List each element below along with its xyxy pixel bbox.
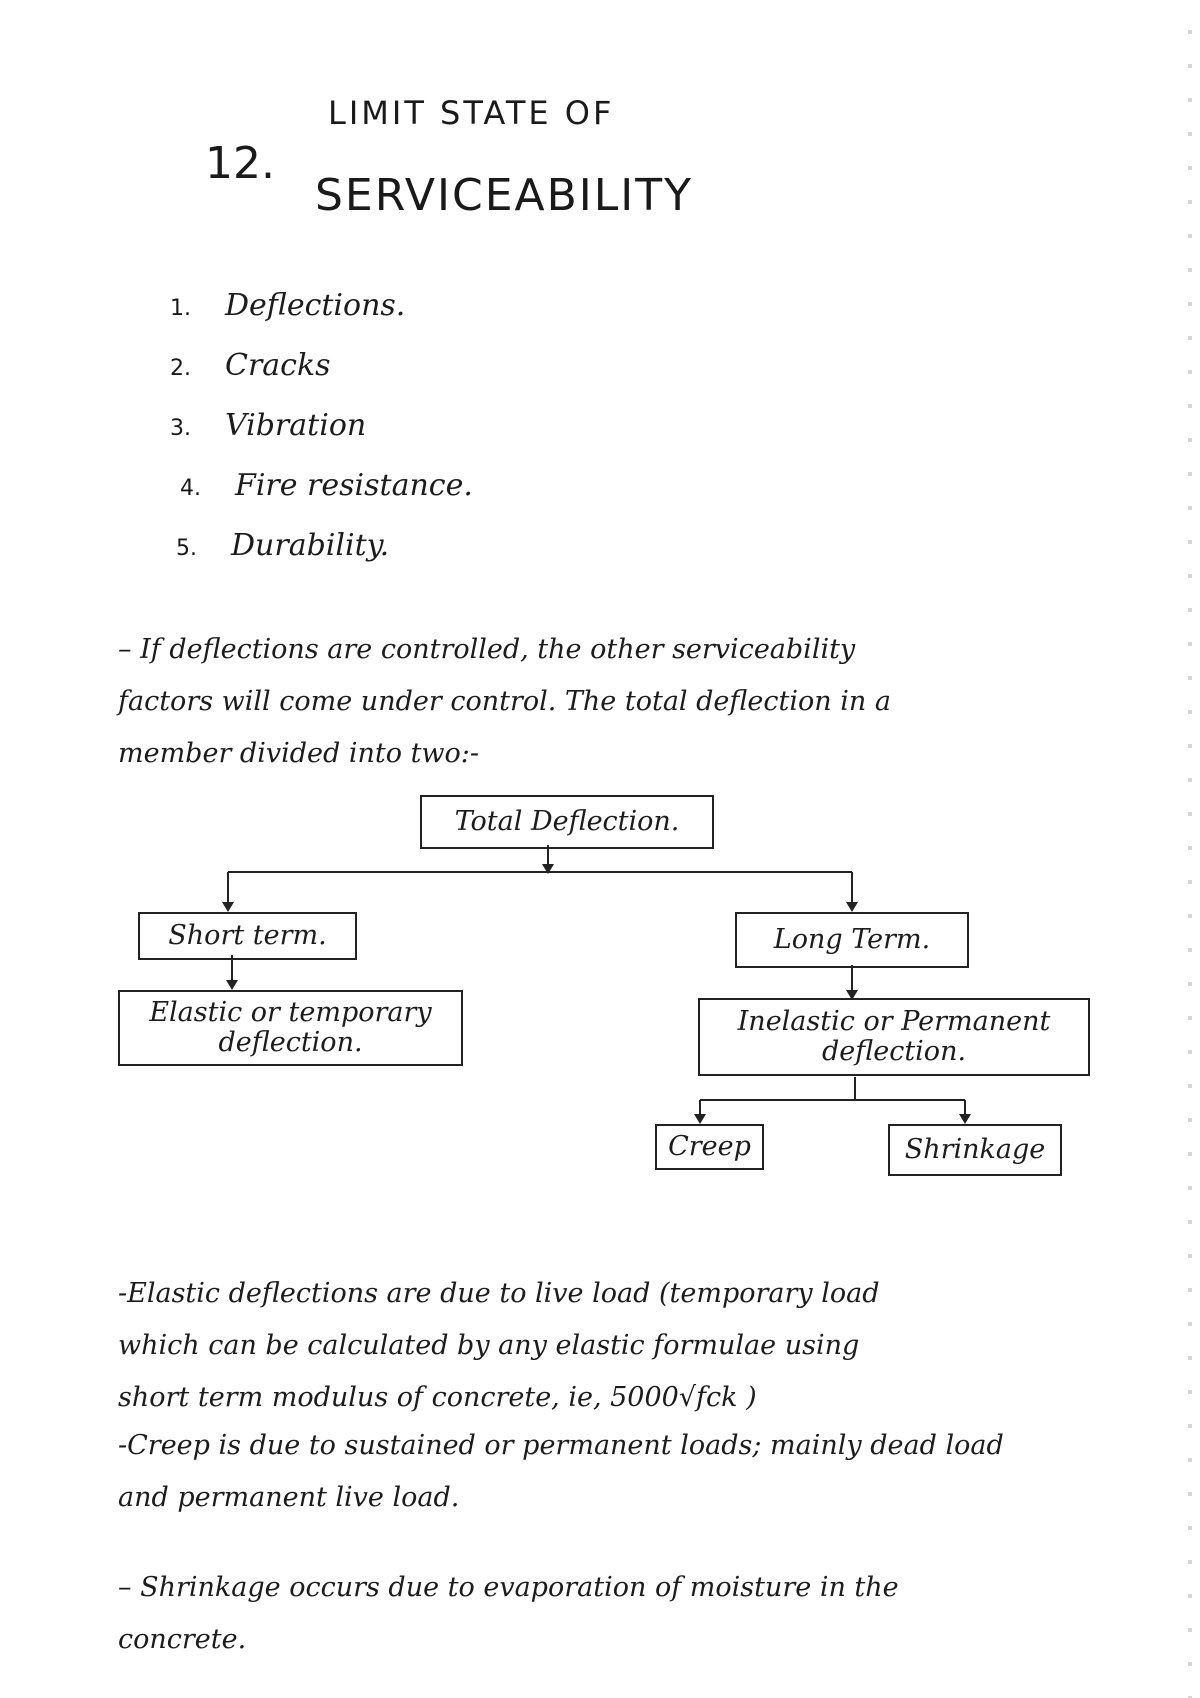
list-number: 2. bbox=[170, 356, 191, 381]
inelastic-deflection-box: Inelastic or Permanent deflection. bbox=[698, 998, 1090, 1076]
list-label: Vibration bbox=[225, 408, 367, 443]
paragraph-line: and permanent live load. bbox=[118, 1482, 460, 1513]
paragraph-line: factors will come under control. The total deflection in a bbox=[118, 686, 891, 717]
title-line-1: LIMIT STATE OF bbox=[328, 94, 615, 132]
list-label: Durability. bbox=[231, 528, 390, 563]
page-edge-marks bbox=[1188, 0, 1192, 1698]
list-number: 1. bbox=[170, 296, 191, 321]
paragraph-line: -Elastic deflections are due to live load (temporary load bbox=[118, 1278, 880, 1309]
list-item bbox=[170, 528, 473, 588]
paragraph-line: – If deflections are controlled, the other serviceability bbox=[118, 634, 856, 665]
shrinkage-box: Shrinkage bbox=[888, 1124, 1062, 1176]
elastic-note bbox=[118, 1268, 1098, 1424]
total-deflection-box: Total Deflection. bbox=[420, 795, 714, 849]
list-item bbox=[170, 468, 473, 528]
creep-box: Creep bbox=[655, 1124, 764, 1170]
paragraph-line: short term modulus of concrete, ie, 5000√fck ) bbox=[118, 1382, 757, 1413]
paragraph-line: which can be calculated by any elastic formulae using bbox=[118, 1330, 860, 1361]
paragraph-line: – Shrinkage occurs due to evaporation of moisture in the bbox=[118, 1572, 899, 1603]
list-item bbox=[170, 288, 473, 348]
paragraph-line: concrete. bbox=[118, 1624, 247, 1655]
list-label: Fire resistance. bbox=[235, 468, 473, 503]
paragraph-line: -Creep is due to sustained or permanent loads; mainly dead load bbox=[118, 1430, 1004, 1461]
list-label: Deflections. bbox=[225, 288, 406, 323]
list-item bbox=[170, 348, 473, 408]
list-number: 4. bbox=[180, 476, 201, 501]
chapter-number: 12. bbox=[205, 138, 275, 189]
list-label: Cracks bbox=[225, 348, 331, 383]
paragraph-line: member divided into two:- bbox=[118, 738, 480, 769]
short-term-box: Short term. bbox=[138, 912, 357, 960]
elastic-deflection-box: Elastic or temporary deflection. bbox=[118, 990, 463, 1066]
long-term-box: Long Term. bbox=[735, 912, 969, 968]
creep-note bbox=[118, 1420, 1098, 1524]
shrinkage-note bbox=[118, 1562, 1098, 1666]
list-number: 5. bbox=[176, 536, 197, 561]
page-title: SERVICEABILITY bbox=[315, 170, 694, 221]
list-item bbox=[170, 408, 473, 468]
serviceability-factors-list bbox=[170, 288, 473, 588]
list-number: 3. bbox=[170, 416, 191, 441]
intro-paragraph bbox=[118, 624, 1098, 780]
